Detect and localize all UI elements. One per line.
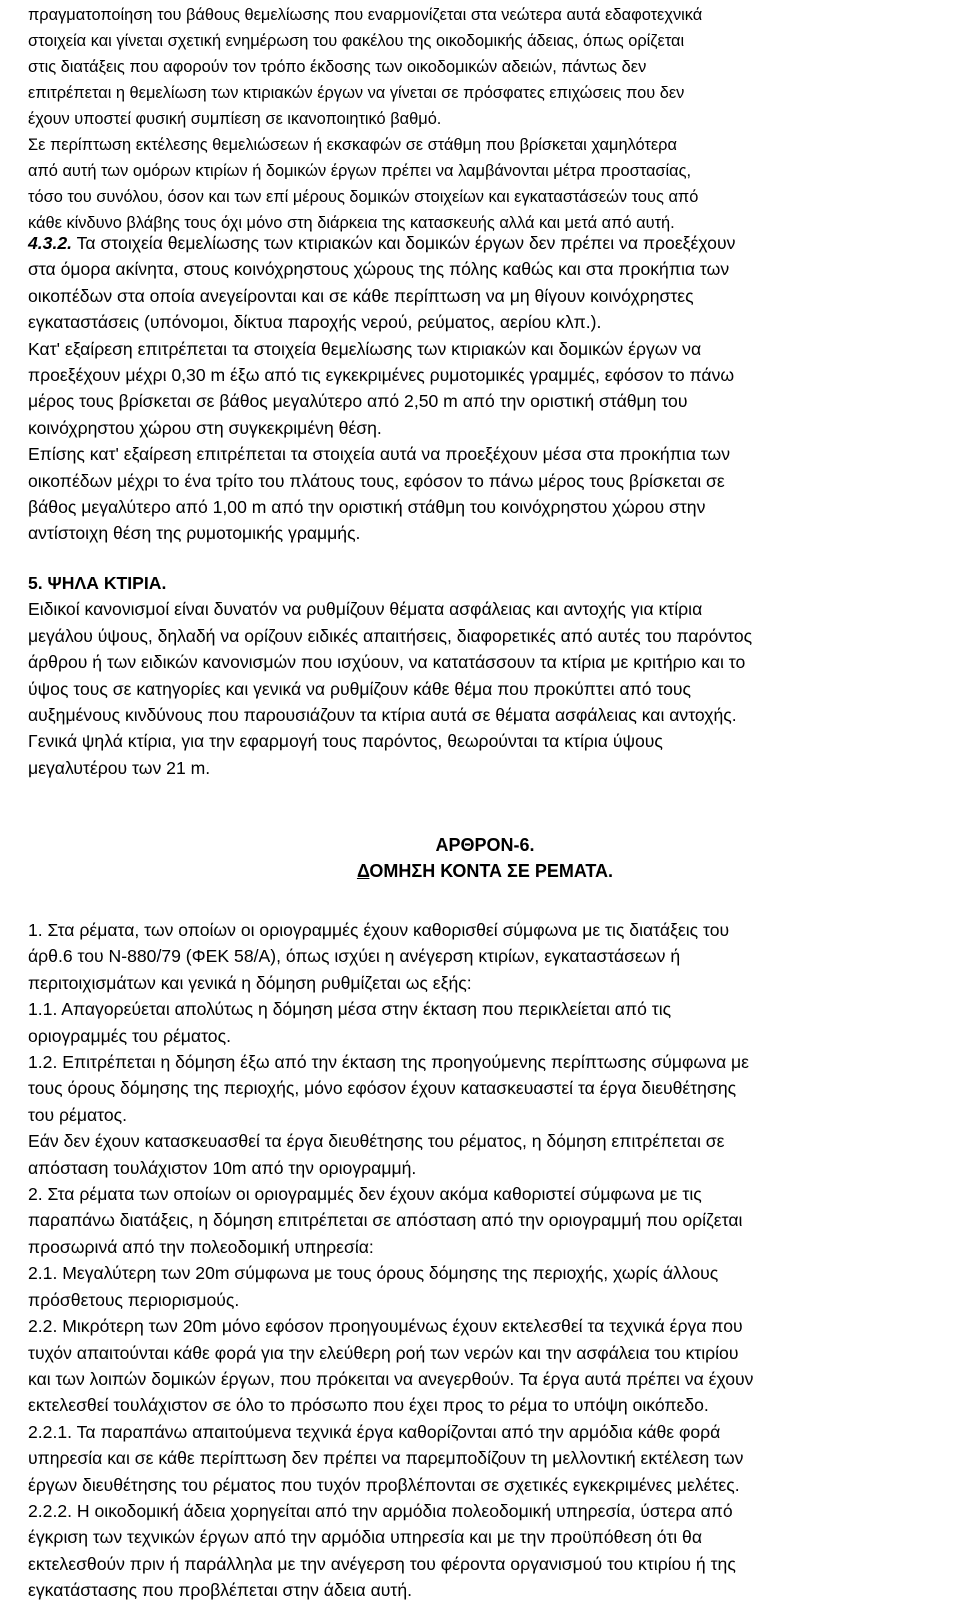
- text-line: άρθ.6 του Ν-880/79 (ΦΕΚ 58/Α), όπως ισχύει η ανέγερση κτιρίων, εγκαταστάσεων ή: [28, 946, 681, 967]
- text-line: 2.2. Μικρότερη των 20m μόνο εφόσον προηγουμένως έχουν εκτελεσθεί τα τεχνικά έργα που: [28, 1316, 743, 1337]
- text-line: κάθε κίνδυνο βλάβης τους όχι μόνο στη διάρκεια της κατασκευής αλλά και μετά από αυτή.: [28, 214, 675, 232]
- article-subtitle-rest: ΟΜΗΣΗ ΚΟΝΤΑ ΣΕ ΡΕΜΑΤΑ.: [369, 861, 614, 881]
- text-line: υπηρεσία και σε κάθε περίπτωση δεν πρέπει να παρεμποδίζουν τη μελλοντική εκτέλεση των: [28, 1448, 744, 1469]
- text-line: οικοπέδων στα οποία ανεγείρονται και σε κάθε περίπτωση να μη θίγουν κοινόχρηστες: [28, 285, 694, 306]
- text-line: μέρος τους βρίσκεται σε βάθος μεγαλύτερο από 2,50 m από την οριστική στάθμη του: [28, 391, 688, 412]
- article-title: ΑΡΘΡΟΝ-6.: [435, 835, 535, 855]
- section-heading: 5. ΨΗΛΑ ΚΤΙΡΙΑ.: [28, 573, 167, 593]
- text-line: και των λοιπών δομικών έργων, που πρόκειται να ανεγερθούν. Τα έργα αυτά πρέπει να έχουν: [28, 1368, 754, 1389]
- text-line: οριογραμμές του ρέματος.: [28, 1025, 231, 1046]
- upper-text-block: [28, 2, 702, 236]
- text-line: έχουν υποστεί φυσική συμπίεση σε ικανοποιητικό βαθμό.: [28, 110, 442, 128]
- text-line: προεξέχουν μέχρι 0,30 m έξω από τις εγκεκριμένες ρυμοτομικές γραμμές, εφόσον το πάνω: [28, 365, 735, 386]
- paragraph-foundation-depth: [28, 2, 702, 132]
- text-line: οικοπέδων μέχρι το ένα τρίτο του πλάτους τους, εφόσον το πάνω μέρος τους βρίσκεται σε: [28, 470, 725, 491]
- text-line: αντίστοιχη θέση της ρυμοτομικής γραμμής.: [28, 523, 361, 544]
- section-number: 4.3.2.: [28, 233, 73, 253]
- text-line: Ειδικοί κανονισμοί είναι δυνατόν να ρυθμίζουν θέματα ασφάλειας και αντοχής για κτίρια: [28, 599, 703, 620]
- text-line: μεγάλου ύψους, δηλαδή να ορίζουν ειδικές απαιτήσεις, διαφορετικές από αυτές του παρόντος: [28, 625, 753, 646]
- text-line: 2. Στα ρέματα των οποίων οι οριογραμμές δεν έχουν ακόμα καθοριστεί σύμφωνα με τις: [28, 1184, 702, 1205]
- text-line: στα όμορα ακίνητα, στους κοινόχρηστους χώρους της πόλης καθώς και στα προκήπια των: [28, 259, 730, 280]
- text-line: 2.2.2. Η οικοδομική άδεια χορηγείται από την αρμόδια πολεοδομική υπηρεσία, ύστερα από: [28, 1500, 733, 1521]
- text-line: απόσταση τουλάχιστον 10m από την οριογραμμή.: [28, 1157, 417, 1178]
- text-line: επιτρέπεται η θεμελίωση των κτιριακών έργων να γίνεται σε πρόσφατες επιχώσεις που δεν: [28, 84, 685, 102]
- text-line: εγκατάστασης που προβλέπεται στην άδεια αυτή.: [28, 1580, 413, 1601]
- text-line: τυχόν απαιτούνται κάθε φορά για την ελεύθερη ροή των νερών και την ασφάλεια του κτιρίου: [28, 1342, 739, 1363]
- text-line: Σε περίπτωση εκτέλεσης θεμελιώσεων ή εκσκαφών σε στάθμη που βρίσκεται χαμηλότερα: [28, 136, 677, 154]
- article-subtitle-initial: Δ: [356, 861, 370, 881]
- paragraph-high-buildings: [28, 596, 752, 781]
- text-line: 1.1. Απαγορεύεται απολύτως η δόμηση μέσα στην έκταση που περικλείεται από τις: [28, 999, 672, 1020]
- text-line: βάθος μεγαλύτερο από 1,00 m από την οριστική στάθμη του κοινόχρηστου χώρου στην: [28, 497, 706, 518]
- text-line: Κατ' εξαίρεση επιτρέπεται τα στοιχεία θεμελίωσης των κτιριακών και δομικών έργων να: [28, 338, 702, 359]
- text-line: στις διατάξεις που αφορούν τον τρόπο έκδοσης των οικοδομικών αδειών, πάντως δεν: [28, 58, 647, 76]
- paragraph-exception-front-yards: [28, 441, 735, 547]
- text-line: τόσο του συνόλου, όσον και των επί μέρους δομικών στοιχείων και εγκαταστάσεών τους από: [28, 188, 699, 206]
- text-line: 4.3.2. Τα στοιχεία θεμελίωσης των κτιριακών και δομικών έργων δεν πρέπει να προεξέχουν: [28, 233, 736, 253]
- text-line: πραγματοποίηση του βάθους θεμελίωσης που εναρμονίζεται στα νεώτερα αυτά εδαφοτεχνικά: [28, 6, 703, 24]
- text-line: πρόσθετους περιορισμούς.: [28, 1289, 240, 1310]
- text-line: αυξημένους κινδύνους που παρουσιάζουν τα κτίρια αυτά σε θέματα ασφάλειας και αντοχής.: [28, 705, 737, 726]
- text-line: 1.2. Επιτρέπεται η δόμηση έξω από την έκταση της προηγούμενης περίπτωσης σύμφωνα με: [28, 1052, 749, 1073]
- text-line: Γενικά ψηλά κτίρια, για την εφαρμογή τους παρόντος, θεωρούνται τα κτίρια ύψους: [28, 731, 663, 752]
- text-line: του ρέματος.: [28, 1104, 128, 1125]
- text-line: εκτελεσθεί τουλάχιστον σε όλο το πρόσωπο που έχει προς το ρέμα το υπόψη οικόπεδο.: [28, 1395, 709, 1416]
- section-5-high-buildings: [28, 570, 752, 781]
- text-line: από αυτή των ομόρων κτιρίων ή δομικών έργων πρέπει να λαμβάνονται μέτρα προστασίας,: [28, 162, 692, 180]
- text-line: περιτοιχισμάτων και γενικά η δόμηση ρυθμίζεται ως εξής:: [28, 972, 472, 993]
- text-line: εγκαταστάσεις (υπόνομοι, δίκτυα παροχής νερού, ρεύματος, αερίου κλπ.).: [28, 312, 602, 333]
- text-line: εκτελεσθούν πριν ή παράλληλα με την ανέγερση του φέροντα οργανισμού του κτιρίου ή της: [28, 1553, 736, 1574]
- text-line: τους όρους δόμησης της περιοχής, μόνο εφόσον έχουν κατασκευαστεί τα έργα διευθέτησης: [28, 1078, 737, 1099]
- text-line: άρθρου ή των ειδικών κανονισμών που ισχύουν, να κατατάσσουν τα κτίρια με κριτήριο και το: [28, 652, 746, 673]
- text-line: έργων διευθέτησης του ρέματος που τυχόν προβλέπονται σε σχετικές εγκεκριμένες μελέτες.: [28, 1474, 740, 1495]
- text-line: 2.2.1. Τα παραπάνω απαιτούμενα τεχνικά έργα καθορίζονται από την αρμόδια κάθε φορά: [28, 1421, 721, 1442]
- text-line: Εάν δεν έχουν κατασκευασθεί τα έργα διευθέτησης του ρέματος, η δόμηση επιτρέπεται σε: [28, 1131, 725, 1152]
- text-line: κοινόχρηστου χώρου στη συγκεκριμένη θέση.: [28, 417, 382, 438]
- text-line: 1. Στα ρέματα, των οποίων οι οριογραμμές έχουν καθορισθεί σύμφωνα με τις διατάξεις του: [28, 920, 730, 940]
- article-6-header: [28, 832, 942, 884]
- article-6-body: [28, 917, 753, 1604]
- text-line: προσωρινά από την πολεοδομική υπηρεσία:: [28, 1236, 374, 1257]
- paragraph-excavation-protection: [28, 132, 702, 236]
- section-4-3-2: [28, 230, 735, 547]
- paragraph-foundation-protrusion: [28, 230, 735, 336]
- paragraph-streams: [28, 917, 753, 1604]
- text-line: στοιχεία και γίνεται σχετική ενημέρωση του φακέλου της οικοδομικής άδειας, όπως ορίζεται: [28, 32, 685, 50]
- text-line: 2.1. Μεγαλύτερη των 20m σύμφωνα με τους όρους δόμησης της περιοχής, χωρίς άλλους: [28, 1263, 719, 1284]
- article-subtitle: [28, 858, 942, 884]
- paragraph-exception-building-lines: [28, 336, 735, 442]
- text-line: παραπάνω διατάξεις, η δόμηση επιτρέπεται σε απόσταση από την οριογραμμή που ορίζεται: [28, 1210, 743, 1231]
- text-line: ύψος τους σε κατηγορίες και γενικά να ρυθμίζουν κάθε θέμα που προκύπτει από τους: [28, 678, 692, 699]
- text-line: μεγαλυτέρου των 21 m.: [28, 757, 211, 778]
- text-line: Επίσης κατ' εξαίρεση επιτρέπεται τα στοιχεία αυτά να προεξέχουν μέσα στα προκήπια των: [28, 444, 730, 465]
- text-line: έγκριση των τεχνικών έργων από την αρμόδια υπηρεσία και με την προϋπόθεση ότι θα: [28, 1527, 703, 1548]
